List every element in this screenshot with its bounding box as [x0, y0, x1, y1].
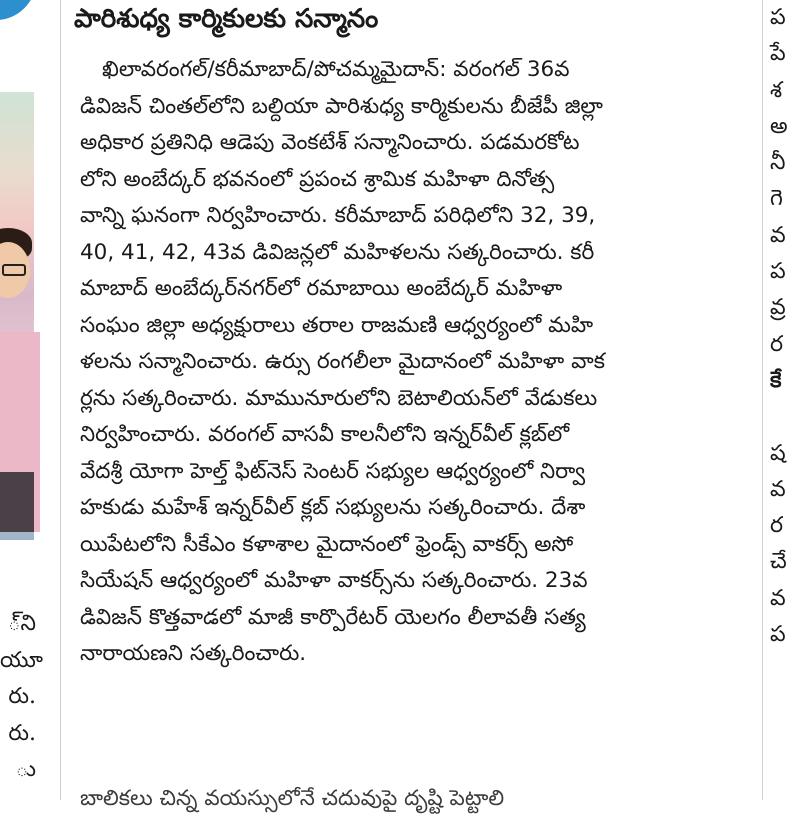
article-line: నారాయణని సత్కరించారు.	[80, 641, 307, 666]
article-line: ళలను సన్మానించారు. ఉర్సు రంగలీలా మైదానంలో మహిళా వాక	[80, 349, 605, 374]
column-divider	[60, 0, 61, 800]
right-fragment: శ	[770, 77, 783, 103]
right-fragment	[770, 399, 800, 435]
article-line: యిపేటలోని సీకేఎం కళాశాల మైదానంలో ఫ్రెండ్స్ వాకర్స్ అసో	[80, 531, 574, 557]
article-line: సియేషన్ ఆధ్వర్యంలో మహిళా వాకర్స్‌ను సత్కరించారు. 23వ	[80, 568, 588, 593]
right-fragment: నీ	[770, 150, 786, 176]
article-body	[80, 52, 746, 673]
right-fragment: వ	[770, 585, 786, 611]
article-line: అధికార ప్రతినిధి ఆడెపు వెంకటేశ్ సన్మానించారు. పడమరకోట	[80, 130, 580, 155]
left-fragment: ్‌ని	[7, 611, 36, 636]
column-divider	[762, 0, 763, 800]
right-fragment: ష	[770, 440, 786, 466]
right-fragment: వ్ర	[770, 295, 786, 321]
article-line: ఖిలావరంగల్/కరీమాబాద్/పోచమ్మమైదాన్: వరంగల్ 36వ	[102, 57, 570, 82]
left-fragment: రు.	[8, 684, 36, 710]
photo-woman	[0, 92, 34, 540]
right-fragment: ప	[770, 5, 786, 30]
right-fragment: ప	[770, 622, 786, 648]
article-line: వాన్ని ఘనంగా నిర్వహించారు. కరీమాబాద్ పరిధిలోని 32, 39,	[80, 203, 596, 228]
right-fragment: ర	[770, 331, 784, 357]
article-line: హకుడు మహేశ్ ఇన్నర్‌వీల్ క్లబ్ సభ్యులను సత్కరించారు. దేశా	[80, 495, 586, 520]
article-line: డివిజన్ చింతల్‌లోని బల్దియా పారిశుధ్య కార్మికులను బీజేపీ జిల్లా	[80, 93, 603, 119]
right-fragment: ర	[770, 513, 784, 539]
left-fragment: రు.	[8, 720, 36, 746]
article-line: మాబాద్ అంబేద్కర్‌నగర్‌లో రమాబాయి అంబేద్కర్ మహిళా	[80, 276, 563, 301]
article-line: వేదశ్రీ యోగా హెల్త్ ఫిట్‌నెస్ సెంటర్ సభ్యుల ఆధ్వర్యంలో నిర్వా	[80, 458, 586, 484]
right-fragment: వ	[770, 222, 786, 248]
right-fragment: కే	[770, 367, 782, 393]
logo-corner	[0, 0, 36, 20]
right-adjacent-column	[770, 0, 800, 800]
article-line: ర్లను సత్కరించారు. మామునూరులోని బెటాలియన్‌లో వేడుకలు	[80, 385, 598, 411]
article-line: లోని అంబేద్కర్ భవనంలో ప్రపంచ శ్రామిక మహిళా దినోత్స	[80, 166, 555, 192]
right-fragment: వ	[770, 476, 786, 502]
article-line: 40, 41, 42, 43వ డివిజన్లలో మహిళలను సత్కరించారు. కరీ	[80, 239, 595, 265]
right-fragment: గె	[770, 186, 783, 212]
left-fragment: యూ	[0, 647, 43, 673]
left-adjacent-column	[0, 0, 50, 800]
right-fragment: పే	[770, 41, 786, 67]
article-line: నిర్వహించారు. వరంగల్ వాసవీ కాలనీలోని ఇన్నర్‌వీల్ క్లబ్‌లో	[80, 422, 570, 447]
left-column-fragments	[0, 606, 43, 789]
right-fragment: ప	[770, 259, 786, 285]
next-article-cut-line: బాలికలు చిన్న వయస్సులోనే చదువుపై దృష్టి పెట్టాలి	[80, 786, 505, 811]
article-line: సంఘం జిల్లా అధ్యక్షురాలు తరాల రాజమణి ఆధ్వర్యంలో మహి	[80, 312, 594, 338]
right-fragment: చే	[770, 549, 787, 575]
left-fragment: ు	[15, 757, 36, 783]
article-headline: పారిశుధ్య కార్మికులకు సన్మానం	[74, 4, 379, 34]
article-line: డివిజన్ కొత్తవాడలో మాజీ కార్పొరేటర్ యెలగం లీలావతీ సత్య	[80, 604, 586, 630]
right-fragment: అ	[770, 113, 788, 139]
